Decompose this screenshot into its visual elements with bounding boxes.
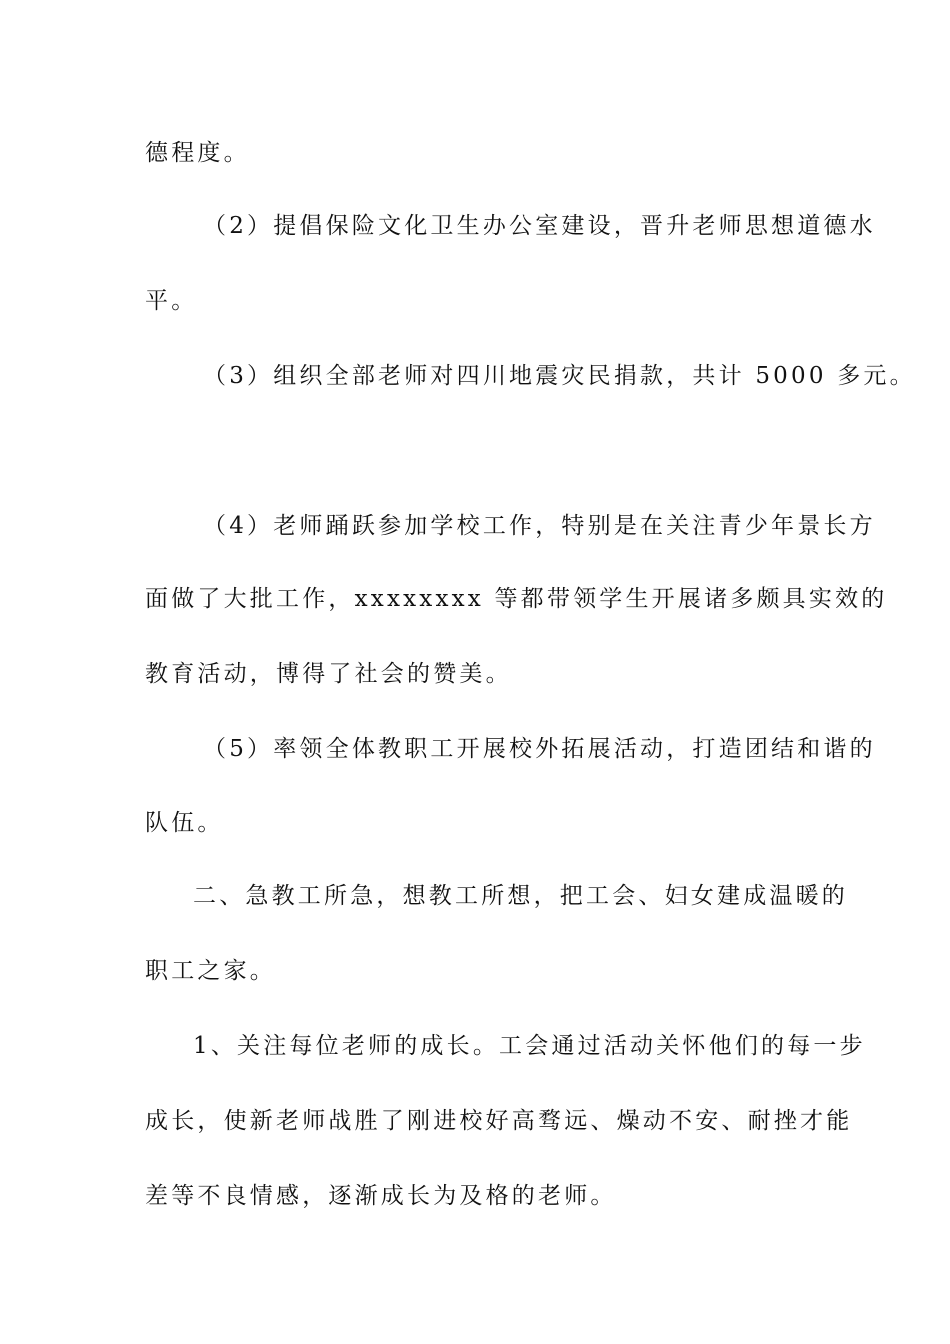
text-line: 成长，使新老师战胜了刚进校好高骛远、燥动不安、耐挫才能 xyxy=(145,1108,853,1134)
text-line: 面做了大批工作，xxxxxxxx 等都带领学生开展诸多颇具实效的 xyxy=(145,586,888,612)
text-line: （4）老师踊跃参加学校工作，特别是在关注青少年景长方 xyxy=(203,513,876,539)
text-line: （3）组织全部老师对四川地震灾民捐款，共计 5000 多元。 xyxy=(203,363,916,389)
text-line: （2）提倡保险文化卫生办公室建设，晋升老师思想道德水 xyxy=(203,213,876,239)
text-line: 教育活动，博得了社会的赞美。 xyxy=(145,661,512,687)
text-line: 1、关注每位老师的成长。工会通过活动关怀他们的每一步 xyxy=(193,1033,866,1059)
text-line: 德程度。 xyxy=(145,140,250,166)
text-line: 平。 xyxy=(145,288,198,314)
text-line: 职工之家。 xyxy=(145,958,276,984)
text-line: 队伍。 xyxy=(145,810,224,836)
text-line: （5）率领全体教职工开展校外拓展活动，打造团结和谐的 xyxy=(203,736,876,762)
text-line: 二、急教工所急，想教工所想，把工会、妇女建成温暖的 xyxy=(193,883,848,909)
text-line: 差等不良情感，逐渐成长为及格的老师。 xyxy=(145,1183,617,1209)
